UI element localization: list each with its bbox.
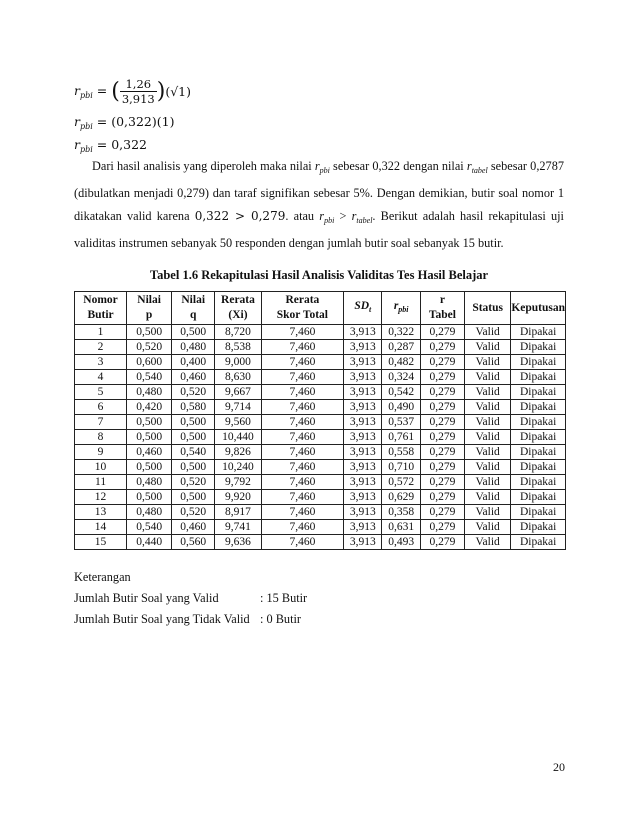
table-cell: 10,440 xyxy=(215,430,261,445)
table-cell: 1 xyxy=(75,325,127,340)
table-cell: 0,500 xyxy=(127,430,172,445)
table-cell: Dipakai xyxy=(511,505,566,520)
table-cell: 3,913 xyxy=(344,385,382,400)
table-cell: 12 xyxy=(75,490,127,505)
table-cell: 0,279 xyxy=(420,490,464,505)
table-cell: 0,500 xyxy=(172,460,215,475)
table-cell: 9,560 xyxy=(215,415,261,430)
table-cell: 2 xyxy=(75,340,127,355)
table-cell: 0,322 xyxy=(382,325,420,340)
table-cell: 0,279 xyxy=(420,520,464,535)
table-cell: 7,460 xyxy=(261,520,343,535)
table-cell: 7,460 xyxy=(261,370,343,385)
inline-r: r xyxy=(319,209,325,223)
table-cell: 0,279 xyxy=(420,430,464,445)
table-cell: 7 xyxy=(75,415,127,430)
table-cell: 0,480 xyxy=(127,475,172,490)
table-cell: 7,460 xyxy=(261,490,343,505)
table-cell: 14 xyxy=(75,520,127,535)
table-cell: 13 xyxy=(75,505,127,520)
table-cell: 7,460 xyxy=(261,460,343,475)
table-cell: Dipakai xyxy=(511,340,566,355)
table-cell: 10,240 xyxy=(215,460,261,475)
table-cell: 7,460 xyxy=(261,385,343,400)
table-cell: 0,279 xyxy=(420,340,464,355)
formula-r-sub: pbi xyxy=(79,145,93,154)
table-cell: 0,761 xyxy=(382,430,420,445)
table-cell: 0,480 xyxy=(127,385,172,400)
table-cell: 9,826 xyxy=(215,445,261,460)
note-valid xyxy=(74,591,307,606)
table-cell: 9,920 xyxy=(215,490,261,505)
paragraph-text: sebesar 0,2787 (dibulatkan menjadi 0,279) dan taraf signifikan sebesar 5%. Dengan demikian, butir soal nomor 1 dikatakan valid karena xyxy=(74,159,564,223)
table-cell: 7,460 xyxy=(261,430,343,445)
table-cell: Dipakai xyxy=(511,490,566,505)
table-cell: 0,629 xyxy=(382,490,420,505)
table-cell: 3,913 xyxy=(344,505,382,520)
header-text: Butir xyxy=(87,309,114,321)
table-cell: 0,490 xyxy=(382,400,420,415)
header-text: (Xi) xyxy=(228,309,248,321)
table-cell: 0,482 xyxy=(382,355,420,370)
table-cell: Dipakai xyxy=(511,385,566,400)
header-sub: pbi xyxy=(398,305,409,314)
table-cell: 0,358 xyxy=(382,505,420,520)
table-cell: 0,279 xyxy=(420,460,464,475)
table-cell: 0,580 xyxy=(172,400,215,415)
fraction-denominator: 3,913 xyxy=(121,92,155,106)
table-cell: 0,279 xyxy=(420,535,464,550)
table-cell: Valid xyxy=(465,355,511,370)
table-cell: 0,520 xyxy=(172,385,215,400)
inline-r: r xyxy=(351,209,357,223)
header-text: r xyxy=(393,300,399,312)
table-cell: Valid xyxy=(465,325,511,340)
formula-r: r xyxy=(74,114,80,129)
header-text: SD xyxy=(354,300,370,312)
table-cell: 0,560 xyxy=(172,535,215,550)
table-cell: Dipakai xyxy=(511,445,566,460)
table-cell: 7,460 xyxy=(261,475,343,490)
table-cell: 8,630 xyxy=(215,370,261,385)
table-cell: 6 xyxy=(75,400,127,415)
table-row xyxy=(75,370,566,385)
formula-line-1 xyxy=(74,77,191,106)
table-cell: Dipakai xyxy=(511,415,566,430)
table-cell: 0,480 xyxy=(127,505,172,520)
table-cell: 0,287 xyxy=(382,340,420,355)
table-cell: 9 xyxy=(75,445,127,460)
table-row xyxy=(75,490,566,505)
table-cell: 9,741 xyxy=(215,520,261,535)
table-cell: 0,520 xyxy=(172,475,215,490)
table-cell: 7,460 xyxy=(261,355,343,370)
table-row xyxy=(75,400,566,415)
header-text: Nilai xyxy=(181,294,206,306)
formula-line-3 xyxy=(74,137,147,154)
inline-r: r xyxy=(314,159,320,173)
header-rtabel xyxy=(420,292,464,325)
table-cell: 0,324 xyxy=(382,370,420,385)
note-invalid xyxy=(74,612,301,627)
table-cell: Valid xyxy=(465,415,511,430)
header-sd xyxy=(344,292,382,325)
table-cell: 0,542 xyxy=(382,385,420,400)
header-status: Status xyxy=(465,292,511,325)
table-cell: 9,792 xyxy=(215,475,261,490)
table-cell: 0,420 xyxy=(127,400,172,415)
table-cell: 0,500 xyxy=(172,325,215,340)
table-cell: 7,460 xyxy=(261,445,343,460)
inline-r-sub: tabel xyxy=(471,166,488,175)
table-cell: 3 xyxy=(75,355,127,370)
table-cell: 9,000 xyxy=(215,355,261,370)
table-cell: 3,913 xyxy=(344,415,382,430)
formula-rhs: (0,322)(1) xyxy=(111,114,175,129)
table-cell: Dipakai xyxy=(511,460,566,475)
table-row xyxy=(75,475,566,490)
table-cell: Valid xyxy=(465,520,511,535)
table-cell: 10 xyxy=(75,460,127,475)
table-cell: 9,714 xyxy=(215,400,261,415)
table-cell: 0,279 xyxy=(420,475,464,490)
table-cell: 0,500 xyxy=(127,490,172,505)
header-keputusan: Keputusan xyxy=(511,292,566,325)
header-text: Rerata xyxy=(285,294,320,306)
paragraph-text: . Berikut adalah hasil rekapitulasi uji validitas instrumen sebanyak 50 responden dengan jumlah butir soal sebanyak 15 butir. xyxy=(74,209,564,250)
inline-comparison: 0,322 > 0,279 xyxy=(194,209,286,223)
table-cell: 11 xyxy=(75,475,127,490)
inline-r-sub: tabel xyxy=(356,216,373,225)
table-cell: 3,913 xyxy=(344,370,382,385)
validity-table xyxy=(74,291,566,550)
table-cell: Valid xyxy=(465,460,511,475)
table-row xyxy=(75,340,566,355)
formula-line-2 xyxy=(74,114,174,131)
table-cell: 0,440 xyxy=(127,535,172,550)
formula-r-sub: pbi xyxy=(79,122,93,131)
header-text: Nomor xyxy=(83,294,118,306)
table-cell: Valid xyxy=(465,385,511,400)
table-cell: 0,500 xyxy=(127,325,172,340)
header-rpbi xyxy=(382,292,420,325)
header-text: r xyxy=(439,294,445,306)
table-cell: 15 xyxy=(75,535,127,550)
note-label: Jumlah Butir Soal yang Tidak Valid xyxy=(74,612,250,626)
formula-r: r xyxy=(74,83,80,98)
header-xi xyxy=(215,292,261,325)
table-cell: 8,538 xyxy=(215,340,261,355)
table-cell: 0,279 xyxy=(420,445,464,460)
table-cell: 0,279 xyxy=(420,325,464,340)
table-cell: 0,540 xyxy=(127,520,172,535)
formula-rhs: 0,322 xyxy=(111,137,148,152)
table-row xyxy=(75,325,566,340)
body-paragraph xyxy=(74,155,564,255)
header-nomor xyxy=(75,292,127,325)
header-sub: t xyxy=(369,305,372,314)
table-cell: 3,913 xyxy=(344,475,382,490)
table-cell: 0,279 xyxy=(420,400,464,415)
table-cell: 0,279 xyxy=(420,385,464,400)
note-value: : 15 Butir xyxy=(260,591,308,605)
table-cell: 7,460 xyxy=(261,535,343,550)
table-cell: 9,636 xyxy=(215,535,261,550)
table-cell: Dipakai xyxy=(511,370,566,385)
formula-eq: = xyxy=(92,137,112,152)
header-q xyxy=(172,292,215,325)
formula-r-sub: pbi xyxy=(79,91,93,100)
table-cell: 0,600 xyxy=(127,355,172,370)
table-cell: Dipakai xyxy=(511,535,566,550)
table-cell: 0,540 xyxy=(172,445,215,460)
sqrt-term: (√1) xyxy=(165,84,192,99)
table-body xyxy=(75,325,566,550)
table-cell: 7,460 xyxy=(261,505,343,520)
table-cell: 0,279 xyxy=(420,415,464,430)
table-cell: Dipakai xyxy=(511,355,566,370)
table-cell: 3,913 xyxy=(344,460,382,475)
table-cell: 0,279 xyxy=(420,370,464,385)
table-cell: 0,279 xyxy=(420,355,464,370)
formula-eq: = xyxy=(92,114,112,129)
paren-close: ) xyxy=(156,79,166,104)
table-cell: 0,500 xyxy=(127,415,172,430)
table-cell: 3,913 xyxy=(344,325,382,340)
notes-heading: Keterangan xyxy=(74,570,131,584)
header-text: q xyxy=(190,309,197,321)
table-cell: 0,400 xyxy=(172,355,215,370)
table-cell: 3,913 xyxy=(344,490,382,505)
formula-r: r xyxy=(74,137,80,152)
table-cell: Valid xyxy=(465,475,511,490)
table-cell: Dipakai xyxy=(511,430,566,445)
table-cell: Valid xyxy=(465,445,511,460)
table-cell: 0,631 xyxy=(382,520,420,535)
table-cell: Dipakai xyxy=(511,400,566,415)
table-cell: 0,572 xyxy=(382,475,420,490)
formula-eq: = xyxy=(92,83,112,98)
table-cell: 7,460 xyxy=(261,340,343,355)
table-cell: 0,540 xyxy=(127,370,172,385)
table-row xyxy=(75,535,566,550)
paragraph-text: . atau xyxy=(285,209,320,223)
header-skor xyxy=(261,292,343,325)
table-cell: Valid xyxy=(465,505,511,520)
table-cell: 0,493 xyxy=(382,535,420,550)
paragraph-text: sebesar 0,322 dengan nilai xyxy=(329,159,467,173)
table-cell: 7,460 xyxy=(261,325,343,340)
table-cell: Valid xyxy=(465,400,511,415)
inline-r-sub: pbi xyxy=(324,216,335,225)
table-cell: Valid xyxy=(465,490,511,505)
table-cell: 5 xyxy=(75,385,127,400)
note-label: Jumlah Butir Soal yang Valid xyxy=(74,591,219,605)
header-p xyxy=(127,292,172,325)
table-caption: Tabel 1.6 Rekapitulasi Hasil Analisis Validitas Tes Hasil Belajar xyxy=(149,268,489,282)
table-cell: 8,720 xyxy=(215,325,261,340)
table-header-row xyxy=(75,292,566,325)
table-cell: 0,279 xyxy=(420,505,464,520)
table-row xyxy=(75,355,566,370)
table-cell: 0,520 xyxy=(172,505,215,520)
table-cell: Dipakai xyxy=(511,520,566,535)
table-cell: 0,500 xyxy=(172,430,215,445)
table-cell: Valid xyxy=(465,370,511,385)
page-number: 20 xyxy=(553,760,565,774)
inline-r: r xyxy=(466,159,472,173)
header-text: p xyxy=(145,309,153,321)
paragraph-text: Dari hasil analisis yang diperoleh maka nilai xyxy=(92,159,315,173)
table-cell: Dipakai xyxy=(511,325,566,340)
table-cell: 0,460 xyxy=(172,370,215,385)
header-text: Nilai xyxy=(137,294,161,306)
table-cell: 0,480 xyxy=(172,340,215,355)
table-cell: 7,460 xyxy=(261,415,343,430)
table-row xyxy=(75,445,566,460)
table-cell: 0,500 xyxy=(127,460,172,475)
header-text: Tabel xyxy=(428,309,456,321)
fraction xyxy=(120,77,157,106)
table-cell: Valid xyxy=(465,535,511,550)
table-cell: 0,500 xyxy=(172,490,215,505)
table-row xyxy=(75,430,566,445)
header-text: Rerata xyxy=(221,294,255,306)
table-cell: Valid xyxy=(465,340,511,355)
table-cell: 3,913 xyxy=(344,340,382,355)
table-cell: 0,460 xyxy=(127,445,172,460)
table-cell: Valid xyxy=(465,430,511,445)
table-cell: 9,667 xyxy=(215,385,261,400)
table-cell: 3,913 xyxy=(344,445,382,460)
table-row xyxy=(75,505,566,520)
table-cell: 3,913 xyxy=(344,400,382,415)
table-cell: 0,520 xyxy=(127,340,172,355)
table-cell: 8 xyxy=(75,430,127,445)
table-cell: Dipakai xyxy=(511,475,566,490)
table-cell: 7,460 xyxy=(261,400,343,415)
inline-gt: > xyxy=(334,209,352,223)
paren-open: ( xyxy=(111,79,120,104)
table-cell: 0,500 xyxy=(172,415,215,430)
table-row xyxy=(75,385,566,400)
table-cell: 0,537 xyxy=(382,415,420,430)
table-cell: 3,913 xyxy=(344,355,382,370)
table-cell: 3,913 xyxy=(344,520,382,535)
note-value: : 0 Butir xyxy=(260,612,301,626)
table-row xyxy=(75,415,566,430)
header-text: Skor Total xyxy=(276,309,328,321)
table-cell: 0,558 xyxy=(382,445,420,460)
table-row xyxy=(75,520,566,535)
fraction-numerator: 1,26 xyxy=(120,77,157,92)
table-cell: 3,913 xyxy=(344,430,382,445)
table-row xyxy=(75,460,566,475)
table-cell: 3,913 xyxy=(344,535,382,550)
inline-r-sub: pbi xyxy=(319,166,330,175)
table-cell: 4 xyxy=(75,370,127,385)
table-cell: 8,917 xyxy=(215,505,261,520)
table-cell: 0,710 xyxy=(382,460,420,475)
table-cell: 0,460 xyxy=(172,520,215,535)
